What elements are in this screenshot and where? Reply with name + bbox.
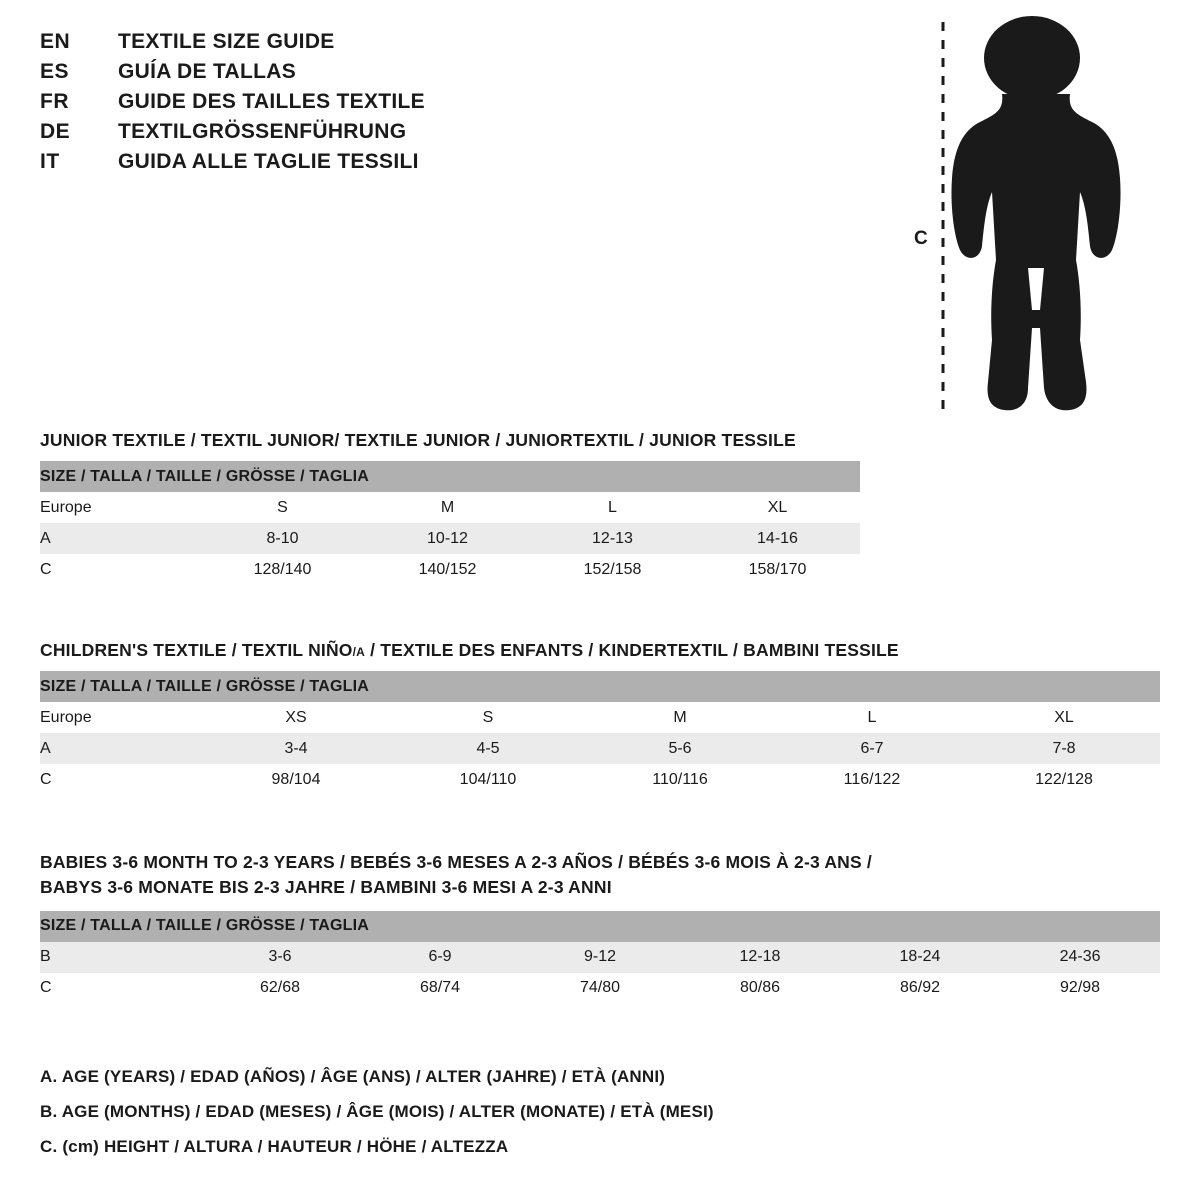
language-code: IT (40, 150, 60, 173)
table-cell: 80/86 (739, 979, 781, 997)
language-code: ES (40, 60, 70, 83)
table-header-row (40, 492, 860, 523)
row-label: B (40, 948, 51, 966)
table-cell: 122/128 (1035, 770, 1093, 788)
language-row (40, 120, 860, 150)
table-cell: 6-7 (860, 739, 884, 757)
section-title-children (40, 640, 1160, 661)
size-header-cell: M (673, 708, 687, 726)
band-label: SIZE / TALLA / TAILLE / GRÖSSE / TAGLIA (40, 917, 369, 935)
table-cell: 4-5 (476, 739, 500, 757)
table-cell: 5-6 (668, 739, 692, 757)
size-header-cell: L (867, 708, 877, 726)
language-title-block (40, 30, 860, 180)
table-cell: 98/104 (271, 770, 321, 788)
table-cell: 18-24 (899, 948, 941, 966)
legend-notes (40, 1068, 1140, 1173)
table-cell: 9-12 (583, 948, 617, 966)
table-row (40, 942, 1160, 973)
section-title-line-1: BABIES 3-6 MONTH TO 2-3 YEARS / BEBÉS 3-6 MESES A 2-3 AÑOS / BÉBÉS 3-6 MOIS À 2-3 ANS / (40, 852, 872, 872)
table-band-row (40, 911, 1160, 942)
language-title: TEXTILE SIZE GUIDE (118, 30, 335, 53)
title-part-2: / TEXTILE DES ENFANTS / KINDERTEXTIL / BAMBINI TESSILE (365, 640, 899, 660)
language-code: DE (40, 120, 71, 143)
header-region-label: Europe (40, 498, 92, 516)
section-children (40, 640, 1160, 795)
table-row (40, 554, 860, 585)
section-babies (40, 850, 1160, 1004)
size-header-cell: XL (767, 498, 788, 516)
figure-measure-label: C (914, 228, 928, 249)
junior-size-table (40, 461, 860, 585)
table-cell: 8-10 (266, 529, 299, 547)
table-row (40, 764, 1160, 795)
table-cell: 86/92 (899, 979, 941, 997)
language-code: FR (40, 90, 69, 113)
size-header-cell: XL (1054, 708, 1074, 726)
language-row (40, 30, 860, 60)
table-cell: 92/98 (1060, 979, 1101, 997)
language-row (40, 60, 860, 90)
table-cell: 140/152 (418, 560, 477, 578)
title-part-1: CHILDREN'S TEXTILE / TEXTIL NIÑO (40, 640, 353, 660)
table-cell: 128/140 (253, 560, 312, 578)
legend-note-a: A. AGE (YEARS) / EDAD (AÑOS) / ÂGE (ANS) / ALTER (JAHRE) / ETÀ (ANNI) (40, 1067, 666, 1086)
row-label: C (40, 979, 52, 997)
table-cell: 12-13 (592, 529, 633, 547)
table-cell: 7-8 (1052, 739, 1076, 757)
language-title: GUIDE DES TAILLES TEXTILE (118, 90, 425, 113)
section-title-line-2: BABYS 3-6 MONATE BIS 2-3 JAHRE / BAMBINI 3-6 MESI A 2-3 ANNI (40, 877, 612, 898)
section-junior (40, 430, 1160, 585)
row-label: C (40, 770, 52, 788)
table-cell: 3-6 (268, 948, 292, 966)
table-cell: 12-18 (739, 948, 781, 966)
table-cell: 104/110 (459, 770, 517, 788)
table-cell: 158/170 (748, 560, 807, 578)
header-region-label: Europe (40, 708, 92, 726)
table-cell: 116/122 (843, 770, 901, 788)
babies-size-table (40, 911, 1160, 1004)
legend-note-c: C. (cm) HEIGHT / ALTURA / HAUTEUR / HÖHE / ALTEZZA (40, 1137, 509, 1156)
title-subscript: /A (352, 645, 366, 659)
table-cell: 3-4 (284, 739, 308, 757)
legend-note-b: B. AGE (MONTHS) / EDAD (MESES) / ÂGE (MOIS) / ALTER (MONATE) / ETÀ (MESI) (40, 1102, 714, 1121)
table-cell: 14-16 (757, 529, 798, 547)
language-title: GUIDA ALLE TAGLIE TESSILI (118, 150, 419, 173)
table-row (40, 523, 860, 554)
size-header-cell: S (482, 708, 494, 726)
table-row (40, 973, 1160, 1004)
table-cell: 6-9 (428, 948, 452, 966)
size-header-cell: L (608, 498, 617, 516)
language-row (40, 150, 860, 180)
language-title: GUÍA DE TALLAS (118, 60, 297, 83)
size-header-cell: S (277, 498, 288, 516)
size-header-cell: XS (285, 708, 307, 726)
children-size-table (40, 671, 1160, 795)
language-code: EN (40, 30, 71, 53)
table-cell: 74/80 (579, 979, 621, 997)
section-title-junior: JUNIOR TEXTILE / TEXTIL JUNIOR/ TEXTILE JUNIOR / JUNIORTEXTIL / JUNIOR TESSILE (40, 430, 796, 450)
table-cell: 110/116 (652, 770, 708, 788)
language-title: TEXTILGRÖSSENFÜHRUNG (118, 120, 407, 143)
row-label: A (40, 529, 51, 547)
section-title-babies (40, 850, 1160, 901)
row-label: A (40, 739, 51, 757)
table-cell: 62/68 (259, 979, 301, 997)
table-row (40, 733, 1160, 764)
table-cell: 24-36 (1059, 948, 1101, 966)
size-header-cell: M (440, 498, 455, 516)
child-silhouette-icon (900, 10, 1160, 430)
language-row (40, 90, 860, 120)
table-cell: 68/74 (419, 979, 461, 997)
child-silhouette-figure (900, 10, 1160, 430)
table-header-row (40, 702, 1160, 733)
row-label: C (40, 560, 52, 578)
band-label: SIZE / TALLA / TAILLE / GRÖSSE / TAGLIA (40, 677, 369, 695)
table-band-row (40, 461, 860, 492)
table-cell: 10-12 (427, 529, 468, 547)
band-label: SIZE / TALLA / TAILLE / GRÖSSE / TAGLIA (40, 467, 369, 485)
table-band-row (40, 671, 1160, 702)
table-cell: 152/158 (583, 560, 642, 578)
